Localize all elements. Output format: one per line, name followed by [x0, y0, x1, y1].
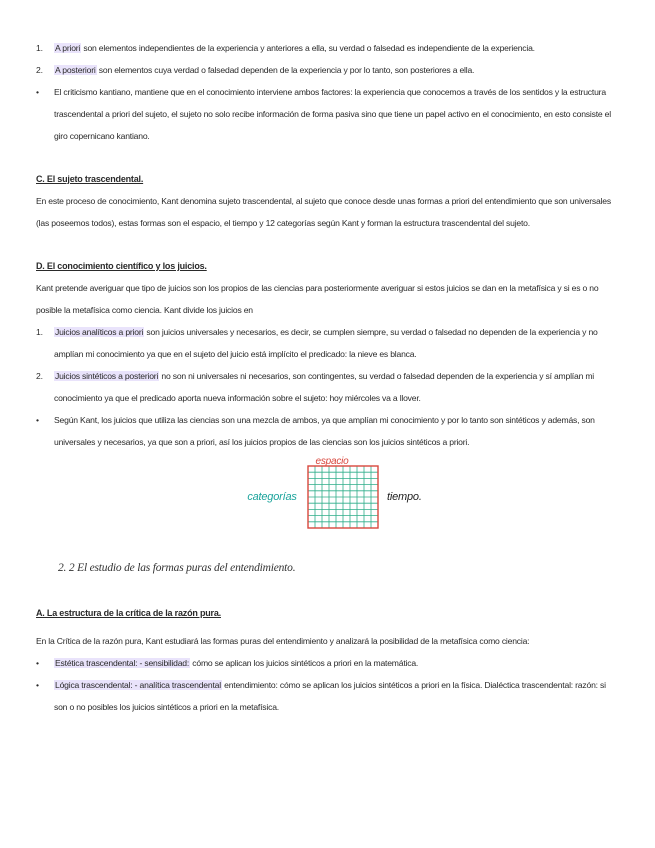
list-marker: • [36, 87, 39, 97]
list-item [36, 37, 620, 59]
section-estructura-critica [36, 602, 620, 718]
highlighted-term: Juicios sintéticos a posteriori [55, 371, 159, 381]
list-marker: • [36, 658, 39, 668]
highlighted-term: Juicios analíticos a priori [55, 327, 144, 337]
list-item [36, 81, 620, 147]
list-item [36, 59, 620, 81]
list-item-text: El criticismo kantiano, mantiene que en el conocimiento interviene ambos factores: la experiencia que conocemos a través de los sentidos y la estructura trascendental a priori del sujeto, el sujeto no solo recibe información de forma pasiva sino que tiene un papel activo en el conocimiento, en esto consiste el giro copernicano kantiano. [54, 87, 611, 141]
section-heading: D. El conocimiento científico y los juicios. [36, 261, 207, 271]
list-item-text: son juicios universales y necesarios, es decir, se cumplen siempre, su verdad o falsedad no dependen de la experiencia y no amplían mi conocimiento ya que en el sujeto del juicio está implícito el predicado: la nieve es blanca. [54, 327, 598, 359]
list-item-text: cómo se aplican los juicios sintéticos a priori en la matemática. [190, 658, 419, 668]
section-paragraph: En este proceso de conocimiento, Kant denomina sujeto trascendental, al sujeto que conoce desde unas formas a priori del entendimiento que son universales (las poseemos todos), estas formas son el espacio, el tiempo y 12 categorías según Kant y forman la estructura trascendental del sujeto. [36, 196, 611, 228]
list-item-text: son elementos cuya verdad o falsedad dependen de la experiencia y por lo tanto, son posteriores a ella. [96, 65, 475, 75]
highlighted-term: Estética trascendental: - sensibilidad: [55, 658, 190, 668]
list-item [36, 674, 620, 718]
section-paragraph: Kant pretende averiguar que tipo de juicios son los propios de las ciencias para posteriormente averiguar si estos juicios se dan en la metafísica y si es o no posible la metafísica como ciencia. Kant divide los juicios en [36, 283, 599, 315]
highlighted-term: A posteriori [55, 65, 96, 75]
diagram-label-tiempo: tiempo. [387, 491, 422, 503]
section-conocimiento-cientifico [36, 255, 620, 453]
diagram-label-categorias: categorías [247, 491, 297, 503]
list-marker: • [36, 415, 39, 425]
section-sujeto-trascendental [36, 168, 620, 234]
list-marker: • [36, 680, 39, 690]
list-item [36, 321, 620, 365]
list-item-text: entendimiento: cómo se aplican los juicios sintéticos a priori en la física. Dialéctica trascendental: razón: si son o no posibles los juicios sintéticos a priori en la metafísica. [54, 680, 606, 712]
highlighted-term: A priori [55, 43, 81, 53]
highlighted-term: Lógica trascendental: - analítica trascendental [55, 680, 221, 690]
judgement-types-list [36, 37, 620, 147]
list-item [36, 409, 620, 453]
list-item-text: Según Kant, los juicios que utiliza las ciencias son una mezcla de ambos, ya que amplían mi conocimiento y por lo tanto son sintéticos y además, son universales y necesarios, ya que son a priori, así los juicios propios de las ciencias son los juicios sintéticos a priori. [54, 415, 595, 447]
section-heading: C. El sujeto trascendental. [36, 174, 144, 184]
forms-diagram [230, 452, 450, 532]
diagram-grid [308, 466, 378, 528]
subsection-title: 2. 2 El estudio de las formas puras del entendimiento. [58, 562, 296, 574]
list-item-text: no son ni universales ni necesarios, son contingentes, su verdad o falsedad dependen de la experiencia y sí amplían mi conocimiento ya que el predicado aporta nueva información sobre el sujeto: hoy miércoles va a llover. [54, 371, 595, 403]
list-marker: 2. [36, 65, 43, 75]
list-item [36, 365, 620, 409]
list-marker: 1. [36, 43, 43, 53]
list-marker: 2. [36, 371, 43, 381]
diagram-label-espacio: espacio [315, 456, 349, 467]
list-item [36, 652, 620, 674]
list-item-text: son elementos independientes de la experiencia y anteriores a ella, su verdad o falsedad es independiente de la experiencia. [81, 43, 535, 53]
section-heading: A. La estructura de la crítica de la razón pura. [36, 608, 221, 618]
list-marker: 1. [36, 327, 43, 337]
section-paragraph: En la Crítica de la razón pura, Kant estudiará las formas puras del entendimiento y analizará la posibilidad de la metafísica como ciencia: [36, 636, 530, 646]
